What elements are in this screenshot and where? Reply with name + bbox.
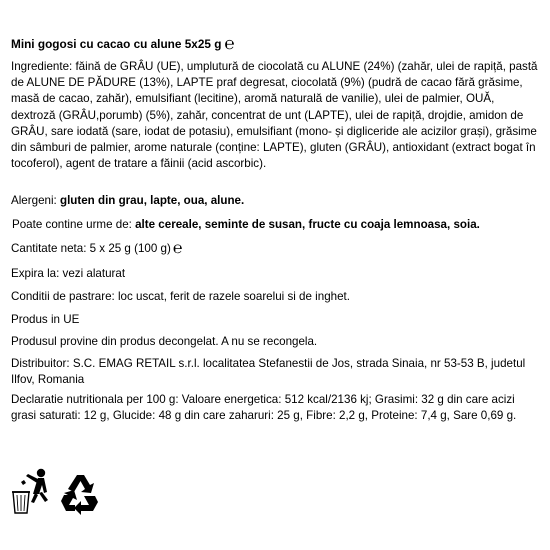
recycle-icon bbox=[56, 471, 102, 517]
allergens-value: gluten din grau, lapte, oua, alune. bbox=[59, 194, 245, 207]
defrost-note: Produsul provine din produs decongelat. A nu se recongela. bbox=[11, 335, 318, 348]
estimated-sign: ℮ bbox=[224, 34, 235, 53]
traces-line bbox=[12, 217, 540, 233]
distributor-line: Distribuitor: S.C. EMAG RETAIL s.r.l. localitatea Stefanestii de Jos, strada Sinaia, nr 53-53 B, judetul Ilfov, Romania bbox=[11, 357, 526, 386]
product-title: Mini gogosi cu cacao cu alune 5x25 g bbox=[11, 37, 222, 51]
traces-value: alte cereale, seminte de susan, fructe cu coaja lemnoasa, soia. bbox=[135, 218, 480, 231]
net-quantity: Cantitate neta: 5 x 25 g (100 g) bbox=[11, 242, 171, 255]
ingredients-text: Ingrediente: făină de GRÂU (UE), umplutură de ciocolată cu ALUNE (24%) (zahăr, ulei de rapiță, pastă de ALUNE DE PĂDURE (13%), LAPTE praf degresat, ciocolată (9%) (pudră de cacao fără grăsime, masă de cacao, zahăr), emulsifiant (lecitine), aromă naturală de vanilie), ulei de palmier, OUĂ, dextroză (GRÂU,porumb) (5%), zahăr, concentrat de unt (LAPTE), ulei de rapiță, drojdie, amidon de GRÂU, sare iodată (sare, iodat de potasiu), emulsifiant (mono- și digliceride ale acizilor grași), grăsime din sâmburi de palmier, arome naturale (conține: LAPTE), gluten (GRÂU), antioxidant (extract bogat în tocoferol), agent de tratare a făinii (acid ascorbic). bbox=[11, 60, 538, 171]
nutrition-declaration: Declaratie nutritionala per 100 g: Valoare energetica: 512 kcal/2136 kj; Grasimi: 32 g din care acizi grasi saturati: 12 g, Glucide: 48 g din care zaharuri: 25 g, Fibre: 2,2 g, Proteine: 7,4 g, Sare 0,69 g. bbox=[11, 393, 517, 422]
origin-line: Produs in UE bbox=[11, 313, 80, 326]
expiry-line: Expira la: vezi alaturat bbox=[11, 267, 126, 280]
allergens-label: Alergeni: bbox=[11, 194, 60, 207]
net-quantity-line bbox=[11, 241, 539, 257]
tidyman-icon bbox=[11, 468, 57, 518]
storage-line: Conditii de pastrare: loc uscat, ferit de razele soarelui si de inghet. bbox=[11, 290, 350, 303]
allergens-line bbox=[11, 193, 539, 209]
product-title-line bbox=[11, 34, 539, 53]
traces-label: Poate contine urme de: bbox=[12, 218, 136, 231]
disposal-icons bbox=[11, 468, 111, 518]
net-quantity-estimated-sign: ℮ bbox=[172, 240, 183, 257]
product-label bbox=[11, 34, 539, 422]
